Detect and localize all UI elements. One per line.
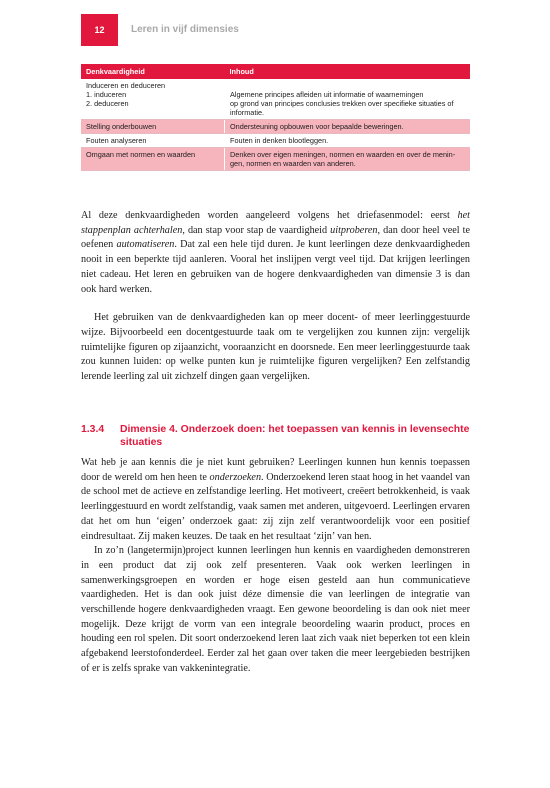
thinking-skills-table	[81, 64, 470, 171]
table-cell-content	[225, 134, 471, 148]
cell-line: Omgaan met normen en waarden	[86, 150, 196, 159]
table-row	[81, 134, 470, 148]
text-run: , dan door heel veel te oefenen	[81, 224, 471, 251]
table-row	[81, 120, 470, 134]
cell-line: 2. deduceren	[86, 99, 129, 108]
table-row	[81, 148, 470, 171]
paragraph	[81, 209, 470, 297]
cell-line: Algemene principes afleiden uit informatie of waarnemingen	[230, 90, 424, 99]
cell-line: Fouten in denken blootleggen.	[230, 136, 329, 145]
intro-text	[81, 209, 470, 385]
table-cell-skill	[81, 120, 225, 134]
text-run: . Dat zal een hele tijd duren. Je kunt leerlingen deze denkvaardigheden nooit in een beperkte tijd aanleren. Vooral het inslijpen vergt veel tijd. Dat krijgen leerlingen niet cadeau. Het leren en gebruiken van de hogere denkvaardigheden van dimensie 3 is dan ook hard werken.	[81, 239, 470, 295]
table-cell-skill	[81, 148, 225, 171]
cell-line: Denken over eigen meningen, normen en waarden en over de menin-	[230, 150, 456, 159]
section-title: Dimensie 4. Onderzoek doen: het toepassen van kennis in levensechte situaties	[120, 424, 470, 448]
cell-line: Ondersteuning opbouwen voor bepaalde beweringen.	[230, 122, 404, 131]
paragraph-gap	[81, 297, 470, 311]
table-cell-skill	[81, 134, 225, 148]
table-header-content: Inhoud	[225, 64, 471, 79]
section-heading	[81, 423, 470, 449]
cell-line: op grond van principes conclusies trekken over specifieke situaties of informatie.	[230, 99, 454, 117]
text-run: Al deze denkvaardigheden worden aangeleerd volgens het driefasenmodel: eerst	[81, 210, 458, 221]
cell-spacer	[230, 81, 465, 90]
table-cell-content	[225, 148, 471, 171]
text-run: . Onderzoekend leren staat hoog in het vaandel van de school met de actieve en zelfstandige leerling. Het motiveert, creëert betrokkenheid, is vaak leerlinggestuurd en wordt zelfstandig, vaak samen met anderen, uitgevoerd. Leerlingen ervaren dat het om hun ‘eigen’ onderzoek gaat: zij zijn zelf verantwoordelijk voor een positief eindresultaat. Zij maken keuzes. De taak en het resultaat ‘zijn’ van hen.	[81, 471, 470, 542]
table-cell-skill	[81, 79, 225, 120]
emphasis: onderzoeken	[209, 471, 262, 483]
paragraph: Het gebruiken van de denkvaardigheden kan op meer docent- of meer leerlinggestuurde wijze. Bijvoorbeeld een docentgestuurde taak om te vergelijken zou kunnen zijn: vergelijk ruimtelijke figuren op zijaanzicht, vooraanzicht en doorsnede. Een meer leerlinggestuurde taak zou kunnen luiden: op welke punten kun je ruimtelijke figuren vergelijken? Een zelfstandig lerende leerling zal uit zichzelf dingen gaan vergelijken.	[81, 312, 470, 383]
cell-line: Fouten analyseren	[86, 136, 147, 145]
table-header-row	[81, 64, 470, 79]
text-run: Wat heb je aan kennis die je niet kunt gebruiken? Leerlingen kunnen hun kennis toepassen door de wereld om hen heen te	[81, 457, 470, 483]
cell-line: Induceren en deduceren	[86, 81, 166, 90]
page-number: 12	[81, 14, 118, 46]
section-text	[81, 456, 470, 677]
cell-line: gen, normen en waarden van anderen.	[230, 159, 356, 168]
table-header-skill: Denkvaardigheid	[81, 64, 225, 79]
paragraph	[81, 456, 470, 544]
cell-line: 1. induceren	[86, 90, 127, 99]
table-row	[81, 79, 470, 120]
table-cell-content	[225, 120, 471, 134]
paragraph: In zo’n (langetermijn)project kunnen leerlingen hun kennis en vaardigheden demonstreren in een product dat zij ook zelf presenteren. Vaak ook werken leerlingen in samenwerkingsgroepen en worden er hoge eisen gesteld aan hun communicatieve vaardigheden. Het is dan ook juist déze dimensie die van leerlingen de integratie van verschillende hogere denkvaardigheden vraagt. Een gewone beoordeling is dan ook niet meer mogelijk. Deze krijgt de vorm van een integrale beoordeling waarin product, proces en houding een rol spelen. Dit soort onderzoekend leren laat zich vaak niet beperken tot een klein afgebakend leerstofonderdeel. Eerder zal het gaan over taken die meer leergebieden bestrijken of er is zelfs sprake van vakkenintegratie.	[81, 545, 470, 674]
text-run: , dan stap voor stap de vaardigheid	[182, 224, 331, 236]
running-title: Leren in vijf dimensies	[131, 24, 239, 35]
section-number: 1.3.4	[81, 424, 105, 435]
emphasis: het stappenplan achterhalen	[81, 210, 470, 236]
cell-line: Stelling onderbouwen	[86, 122, 157, 131]
emphasis: uitproberen	[330, 224, 378, 236]
table-cell-content	[225, 79, 471, 120]
emphasis: automatiseren	[116, 239, 175, 251]
page-header	[0, 0, 550, 46]
